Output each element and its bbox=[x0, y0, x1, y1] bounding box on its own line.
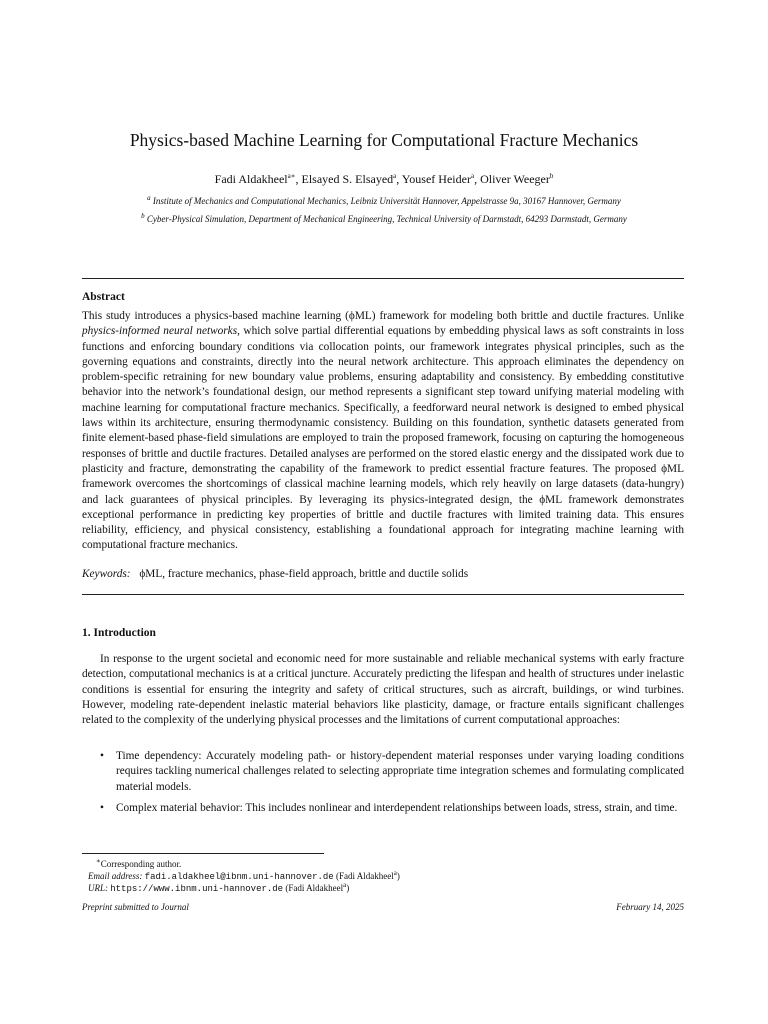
affiliation-text: Cyber-Physical Simulation, Department of Mechanical Engineering, Technical University of Darmstadt, 64293 Darmstadt, Germany bbox=[146, 214, 627, 224]
footnote-text: Corresponding author. bbox=[100, 859, 182, 869]
author-name: Elsayed S. Elsayed bbox=[301, 172, 394, 186]
email-link[interactable]: fadi.aldakheel@ibnm.uni-hannover.de bbox=[144, 872, 334, 882]
divider-bottom bbox=[82, 594, 684, 595]
abstract-heading: Abstract bbox=[82, 291, 125, 303]
footnote-url: URL: https://www.ibnm.uni-hannover.de (Fadi Aldakheel$^a$) bbox=[88, 881, 350, 894]
affiliation-b bbox=[0, 212, 768, 224]
keywords-text: ϕML, fracture mechanics, phase-field approach, brittle and ductile solids bbox=[139, 568, 469, 580]
footer-right: February 14, 2025 bbox=[616, 902, 684, 912]
footnote-label: Email address: bbox=[88, 871, 143, 881]
footnote-email: Email address: fadi.aldakheel@ibnm.uni-hannover.de (Fadi Aldakheel$^a$) bbox=[88, 869, 400, 882]
bullet-icon: • bbox=[100, 802, 104, 814]
affiliation-a bbox=[0, 194, 768, 206]
footnote-sup: a bbox=[393, 869, 397, 877]
author-sup: a∗ bbox=[287, 172, 296, 180]
author-sup: a bbox=[393, 172, 397, 180]
url-link[interactable]: https://www.ibnm.uni-hannover.de bbox=[110, 884, 284, 894]
footnote-owner: (Fadi Aldakheel bbox=[285, 883, 344, 893]
footnote-corresponding bbox=[96, 857, 181, 869]
list-item bbox=[100, 801, 684, 816]
author-sup: b bbox=[549, 172, 554, 180]
section-heading: 1. Introduction bbox=[82, 627, 156, 639]
author-name: Oliver Weeger bbox=[480, 172, 550, 186]
author-list: Fadi Aldakheel$^{a∗}$, Elsayed S. Elsayed$^a$, Yousef Heider$^a$, Oliver Weeger$^b$ bbox=[214, 172, 554, 186]
bullet-icon: • bbox=[100, 750, 104, 762]
affiliation-sup: a bbox=[147, 194, 151, 202]
footnote-label: URL: bbox=[88, 883, 108, 893]
keywords-label: Keywords: bbox=[82, 568, 131, 580]
divider-top bbox=[82, 278, 684, 279]
intro-paragraph: In response to the urgent societal and economic need for more sustainable and reliable mechanical systems with early fracture detection, computational mechanics is at a critical juncture. Accurately predicting the lifespan and health of structures under inelastic conditions is essential for ensuring the integrity and safety of critical structures, such as aircraft, buildings, or wind turbines. However, modeling rate-dependent inelastic material behaviors like plasticity, damage, or fracture entails significant challenges related to the complexity of the underlying physical processes and the limitations of current computational approaches: bbox=[82, 653, 684, 727]
footnote-mark: ∗ bbox=[96, 857, 101, 865]
footnote-divider bbox=[82, 853, 324, 854]
list-item bbox=[100, 749, 684, 795]
footnote-owner: (Fadi Aldakheel bbox=[335, 871, 394, 881]
list-item-text: Complex material behavior: This includes nonlinear and interdependent relationships between loads, stress, strain, and time. bbox=[116, 802, 678, 814]
affiliation-sup: b bbox=[141, 212, 145, 220]
affiliation-text: Institute of Mechanics and Computational Mechanics, Leibniz Universität Hannover, Appelstrasse 9a, 30167 Hannover, Germany bbox=[152, 196, 621, 206]
abstract-text bbox=[82, 309, 684, 554]
author-sup: a bbox=[470, 172, 475, 180]
abstract-emphasis: physics-informed neural networks bbox=[82, 325, 238, 338]
keywords bbox=[82, 568, 684, 580]
paper-title: Physics-based Machine Learning for Computational Fracture Mechanics bbox=[129, 130, 639, 150]
list-item-text: Time dependency: Accurately modeling path- or history-dependent material responses under varying loading conditions requires tackling numerical challenges related to selecting appropriate time integration schemes and formulating complicated material models. bbox=[116, 750, 684, 793]
author-name: Yousef Heider bbox=[401, 172, 471, 186]
abstract-part: This study introduces a physics-based machine learning (ϕML) framework for modeling both brittle and ductile fractures. Unlike bbox=[82, 310, 684, 322]
abstract-part: , which solve partial differential equations by embedding physical laws as soft constraints in loss functions and enforcing boundary conditions via collocation points, our framework integrates physical principles, such as the governing equations and constraints, directly into the neural network architecture. This approach eliminates the dependency on problem-specific retraining for new boundary value problems, ensuring adaptability and consistency. By embedding constitutive behavior into the network’s foundational design, our method represents a significant step toward unifying material modeling with machine learning for computational fracture mechanics. Specifically, a feedforward neural network is designed to embed physical laws within its architecture, ensuring thermodynamic consistency. Building on this foundation, synthetic datasets generated from finite element-based phase-field simulations are employed to train the proposed framework, focusing on capturing the homogeneous responses of brittle and ductile fractures. Detailed analyses are performed on the stored elastic energy and the dissipated work due to plasticity and fracture, demonstrating the capability of the framework to predict essential fracture features. The proposed ϕML framework overcomes the shortcomings of classical machine learning models, which rely heavily on large datasets (data-hungry) and lack guarantees of physical principles. By leveraging its physics-integrated design, the ϕML framework demonstrates exceptional performance in predicting key properties of brittle and ductile fractures with limited training data. This ensures reliability, efficiency, and physical consistency, establishing a foundational approach for integrating machine learning with computational fracture mechanics. bbox=[82, 325, 684, 552]
footnote-sup: a bbox=[343, 881, 347, 889]
author-name: Fadi Aldakheel bbox=[214, 172, 288, 186]
footer-left: Preprint submitted to Journal bbox=[82, 902, 189, 912]
